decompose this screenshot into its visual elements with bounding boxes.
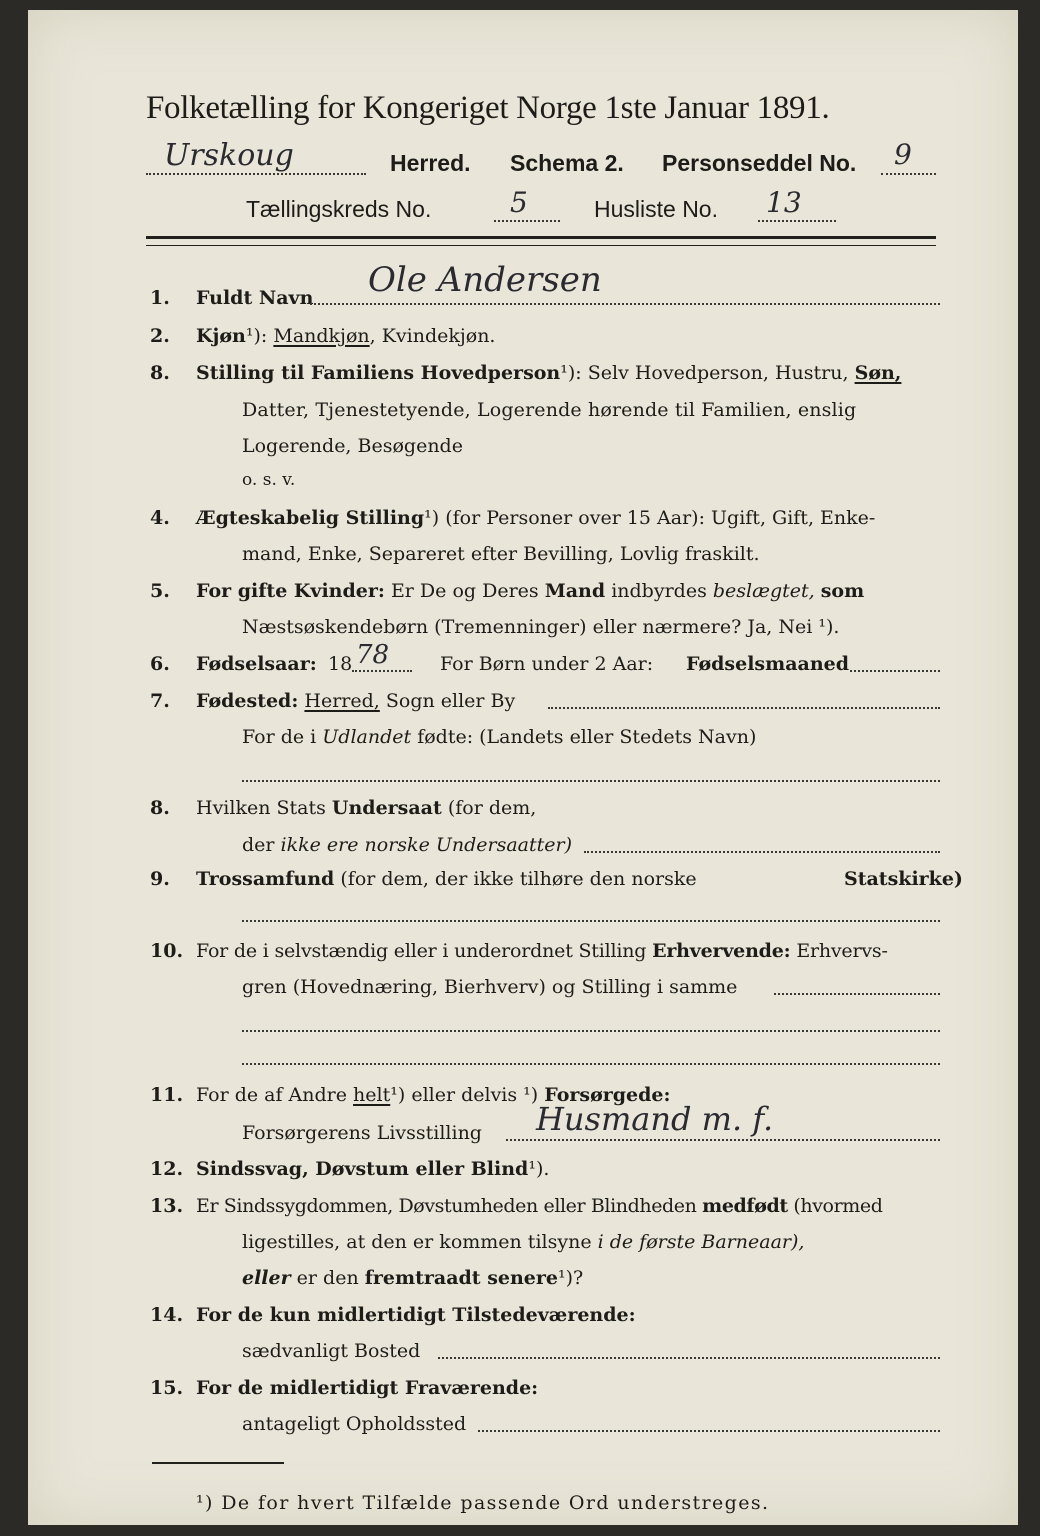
husliste-dotted-line xyxy=(758,220,836,222)
q14-dotted-line xyxy=(438,1357,940,1359)
q11-helt: helt xyxy=(353,1084,391,1106)
q9-number: 9. xyxy=(150,868,170,890)
q3-line2: Datter, Tjenestetyende, Logerende hørende til Familien, enslig xyxy=(242,399,857,421)
q1-value: Ole Andersen xyxy=(368,260,602,300)
q13-line2a: ligestilles, at den er kommen tilsyne xyxy=(242,1231,592,1253)
q11-number: 11. xyxy=(150,1084,184,1106)
herred-value: Urskoug xyxy=(164,138,294,173)
q12-label: Sindssvag, Døvstum eller Blind xyxy=(196,1158,529,1180)
q5-line2: Næstsøskendebørn (Tremenninger) eller nærmere? Ja, Nei ¹). xyxy=(242,616,840,638)
census-form-page xyxy=(28,10,1018,1525)
q8-dotted-line xyxy=(584,851,940,853)
q13-line1b: (hvormed xyxy=(793,1195,883,1217)
kreds-dotted-line xyxy=(494,220,560,222)
q10-dotted-line-2 xyxy=(242,1030,940,1032)
form-title: Folketælling for Kongeriget Norge 1ste Januar 1891. xyxy=(146,90,830,126)
q6-birth-year-value: 78 xyxy=(356,640,390,670)
q13-number: 13. xyxy=(150,1195,184,1217)
q11-line2: Forsørgerens Livsstilling xyxy=(242,1122,482,1144)
q11-label: Forsørgede: xyxy=(544,1084,671,1106)
q10-erhvervs: Erhvervs- xyxy=(796,940,888,962)
q7-number: 7. xyxy=(150,690,170,712)
q6-month-dotted-line xyxy=(850,670,940,672)
q5-line1a: Er De og Deres xyxy=(390,580,539,602)
q8-line1a: Hvilken Stats xyxy=(196,797,326,819)
q12-sup: ¹). xyxy=(528,1158,550,1180)
q10-line2: gren (Hovednæring, Bierhverv) og Stilling i samme xyxy=(242,976,738,998)
q13-line3a: er den xyxy=(296,1267,359,1289)
q13-line1a: Er Sindssygdommen, Døvstumheden eller Blindheden xyxy=(196,1195,697,1217)
q15-number: 15. xyxy=(150,1377,184,1399)
q13-eller: eller xyxy=(242,1267,291,1289)
q5-beslaegtet: beslægtet, xyxy=(712,580,815,602)
q9-dotted-line xyxy=(242,920,940,922)
husliste-label: Husliste No. xyxy=(594,196,718,222)
q6-label2: Fødselsmaaned xyxy=(686,653,850,675)
q1-dotted-line xyxy=(310,303,940,305)
q11-line1a: For de af Andre xyxy=(196,1084,347,1106)
q6-label: Fødselsaar: xyxy=(196,653,317,675)
q5-mand: Mand xyxy=(544,580,606,602)
personseddel-label: Personseddel No. xyxy=(662,150,857,176)
schema-label: Schema 2. xyxy=(510,150,624,176)
q7-dotted-line xyxy=(548,707,940,709)
footnote-rule xyxy=(152,1462,284,1464)
q15-label: For de midlertidigt Fraværende: xyxy=(196,1377,539,1399)
q1-label: Fuldt Navn xyxy=(196,287,314,309)
q4-label: Ægteskabelig Stilling xyxy=(196,507,425,529)
q13-medfodt: medfødt xyxy=(702,1195,788,1217)
q10-dotted-line-3 xyxy=(242,1063,940,1065)
q9-label: Trossamfund xyxy=(196,868,335,890)
q13-line2b: i de første Barneaar), xyxy=(597,1231,805,1253)
kreds-value: 5 xyxy=(510,186,528,219)
personseddel-dotted-line xyxy=(881,173,936,175)
q3-sup: ¹): xyxy=(560,362,582,384)
q6-text2: For Børn under 2 Aar: xyxy=(440,653,654,675)
q7-rest: Sogn eller By xyxy=(385,690,516,712)
q8-line2b: ikke ere norske Undersaatter) xyxy=(280,834,573,856)
q7-herred: Herred, xyxy=(304,690,380,712)
q3-line4: o. s. v. xyxy=(242,470,296,490)
header-rule-thick xyxy=(146,236,936,239)
q5-line1b: indbyrdes xyxy=(611,580,707,602)
herred-label: Herred. xyxy=(390,150,471,176)
q15-dotted-line xyxy=(478,1430,940,1432)
q13-line3b: fremtraadt senere xyxy=(364,1267,558,1289)
q3-line3: Logerende, Besøgende xyxy=(242,435,463,457)
q4-line1: ¹) (for Personer over 15 Aar): Ugift, Gift, Enke- xyxy=(424,507,876,529)
q5-som: som xyxy=(820,580,865,602)
q2-option-kvindekjon: , Kvindekjøn. xyxy=(369,325,496,347)
q5-label: For gifte Kvinder: xyxy=(196,580,385,602)
q7-line2b: fødte: (Landets eller Stedets Navn) xyxy=(417,726,757,748)
q10-dotted-line-1 xyxy=(774,993,940,995)
q14-line2: sædvanligt Bosted xyxy=(242,1340,421,1362)
q11-provider-occupation-value: Husmand m. f. xyxy=(536,1100,774,1138)
q11-dotted-line xyxy=(506,1139,940,1141)
q15-line2: antageligt Opholdssted xyxy=(242,1413,467,1435)
q3-number: 8. xyxy=(150,362,170,384)
q14-number: 14. xyxy=(150,1304,184,1326)
q10-line1: For de i selvstændig eller i underordnet Stilling xyxy=(196,940,647,962)
q4-number: 4. xyxy=(150,507,170,529)
q3-option-son: Søn, xyxy=(854,362,902,384)
q9-statskirke: Statskirke) xyxy=(844,868,963,890)
q8-line2a: der xyxy=(242,834,275,856)
q6-prefix: 18 xyxy=(328,653,353,675)
q6-year-dotted-line xyxy=(352,670,412,672)
q12-number: 12. xyxy=(150,1158,184,1180)
kreds-label: Tællingskreds No. xyxy=(246,196,432,222)
footnote-text: ¹) De for hvert Tilfælde passende Ord understreges. xyxy=(196,1492,770,1514)
q3-line1: Selv Hovedperson, Hustru, xyxy=(587,362,849,384)
q7-udlandet: Udlandet xyxy=(322,726,412,748)
q8-label: Undersaat xyxy=(331,797,442,819)
q1-number: 1. xyxy=(150,287,170,309)
husliste-value: 13 xyxy=(766,186,802,219)
q7-line2a: For de i xyxy=(242,726,317,748)
q5-number: 5. xyxy=(150,580,170,602)
q2-label: Kjøn xyxy=(196,325,246,347)
q8-line1b: (for dem, xyxy=(447,797,537,819)
q11-line1b: ¹) eller delvis ¹) xyxy=(390,1084,539,1106)
herred-dotted-line xyxy=(146,173,366,175)
q2-sup: ¹): xyxy=(245,325,268,347)
q10-number: 10. xyxy=(150,940,184,962)
q13-line3c: ¹)? xyxy=(557,1267,584,1289)
personseddel-value: 9 xyxy=(894,138,912,171)
q6-number: 6. xyxy=(150,653,170,675)
q7-abroad-dotted-line xyxy=(242,780,940,782)
q10-label: Erhvervende: xyxy=(652,940,791,962)
q4-line2: mand, Enke, Separeret efter Bevilling, Lovlig fraskilt. xyxy=(242,543,760,565)
q7-label: Fødested: xyxy=(196,690,299,712)
q2-option-mandkjon: Mandkjøn xyxy=(273,325,370,347)
header-rule-thin xyxy=(146,245,936,246)
q8-number: 8. xyxy=(150,797,170,819)
q3-label: Stilling til Familiens Hovedperson xyxy=(196,362,561,384)
q14-label: For de kun midlertidigt Tilstedeværende: xyxy=(196,1304,636,1326)
q9-line1: (for dem, der ikke tilhøre den norske xyxy=(340,868,697,890)
q2-number: 2. xyxy=(150,325,170,347)
